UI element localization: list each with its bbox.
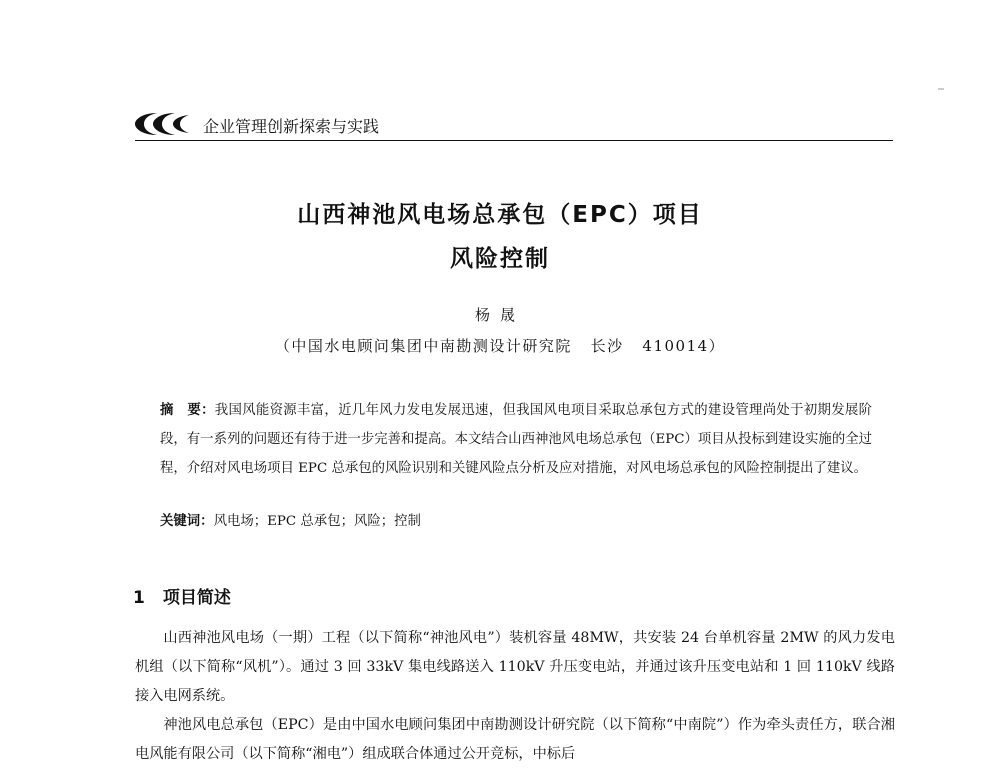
affiliation: （中国水电顾问集团中南勘测设计研究院 长沙 410014） (274, 337, 726, 355)
scan-mark (938, 88, 944, 90)
section-body (135, 624, 895, 769)
header-rule (135, 140, 893, 141)
running-header (135, 108, 893, 140)
double-crescent-logo-icon (135, 111, 191, 137)
header-title: 企业管理创新探索与实践 (203, 117, 380, 136)
abstract-label: 摘 要： (160, 403, 215, 418)
author: 杨晟 (474, 306, 525, 324)
section-number: 1 (133, 588, 145, 608)
keywords-label: 关键词： (160, 514, 214, 529)
section-heading (133, 583, 231, 608)
abstract-text: 我国风能资源丰富，近几年风力发电发展迅速，但我国风电项目采取总承包方式的建设管理尚处于初期发展阶段，有一系列的问题还有待于进一步完善和提高。本文结合山西神池风电场总承包（EPC）项目从投标到建设实施的全过程，介绍对风电场项目 EPC 总承包的风险识别和关键风险点分析及应对措施，对风电场总承包的风险控制提出了建议。 (160, 403, 873, 476)
paragraph: 山西神池风电场（一期）工程（以下简称“神池风电”）装机容量 48MW，共安装 24 台单机容量 2MW 的风力发电机组（以下简称“风机”）。通过 3 回 33kV 集电线路送入 110kV 升压变电站，并通过该升压变电站和 1 回 110kV 线路接入电网系统。 (135, 630, 895, 704)
section-title: 项目简述 (162, 588, 231, 608)
paper-title-line-2: 风险控制 (450, 246, 550, 272)
paragraph: 神池风电总承包（EPC）是由中国水电顾问集团中南勘测设计研究院（以下简称“中南院”）作为牵头责任方，联合湘电风能有限公司（以下简称“湘电”）组成联合体通过公开竞标，中标后 (135, 717, 895, 762)
keywords-text: 风电场；EPC 总承包；风险；控制 (213, 514, 421, 529)
paper-title-line-1: 山西神池风电场总承包（EPC）项目 (297, 202, 703, 228)
keywords (160, 511, 872, 533)
abstract (160, 396, 872, 483)
